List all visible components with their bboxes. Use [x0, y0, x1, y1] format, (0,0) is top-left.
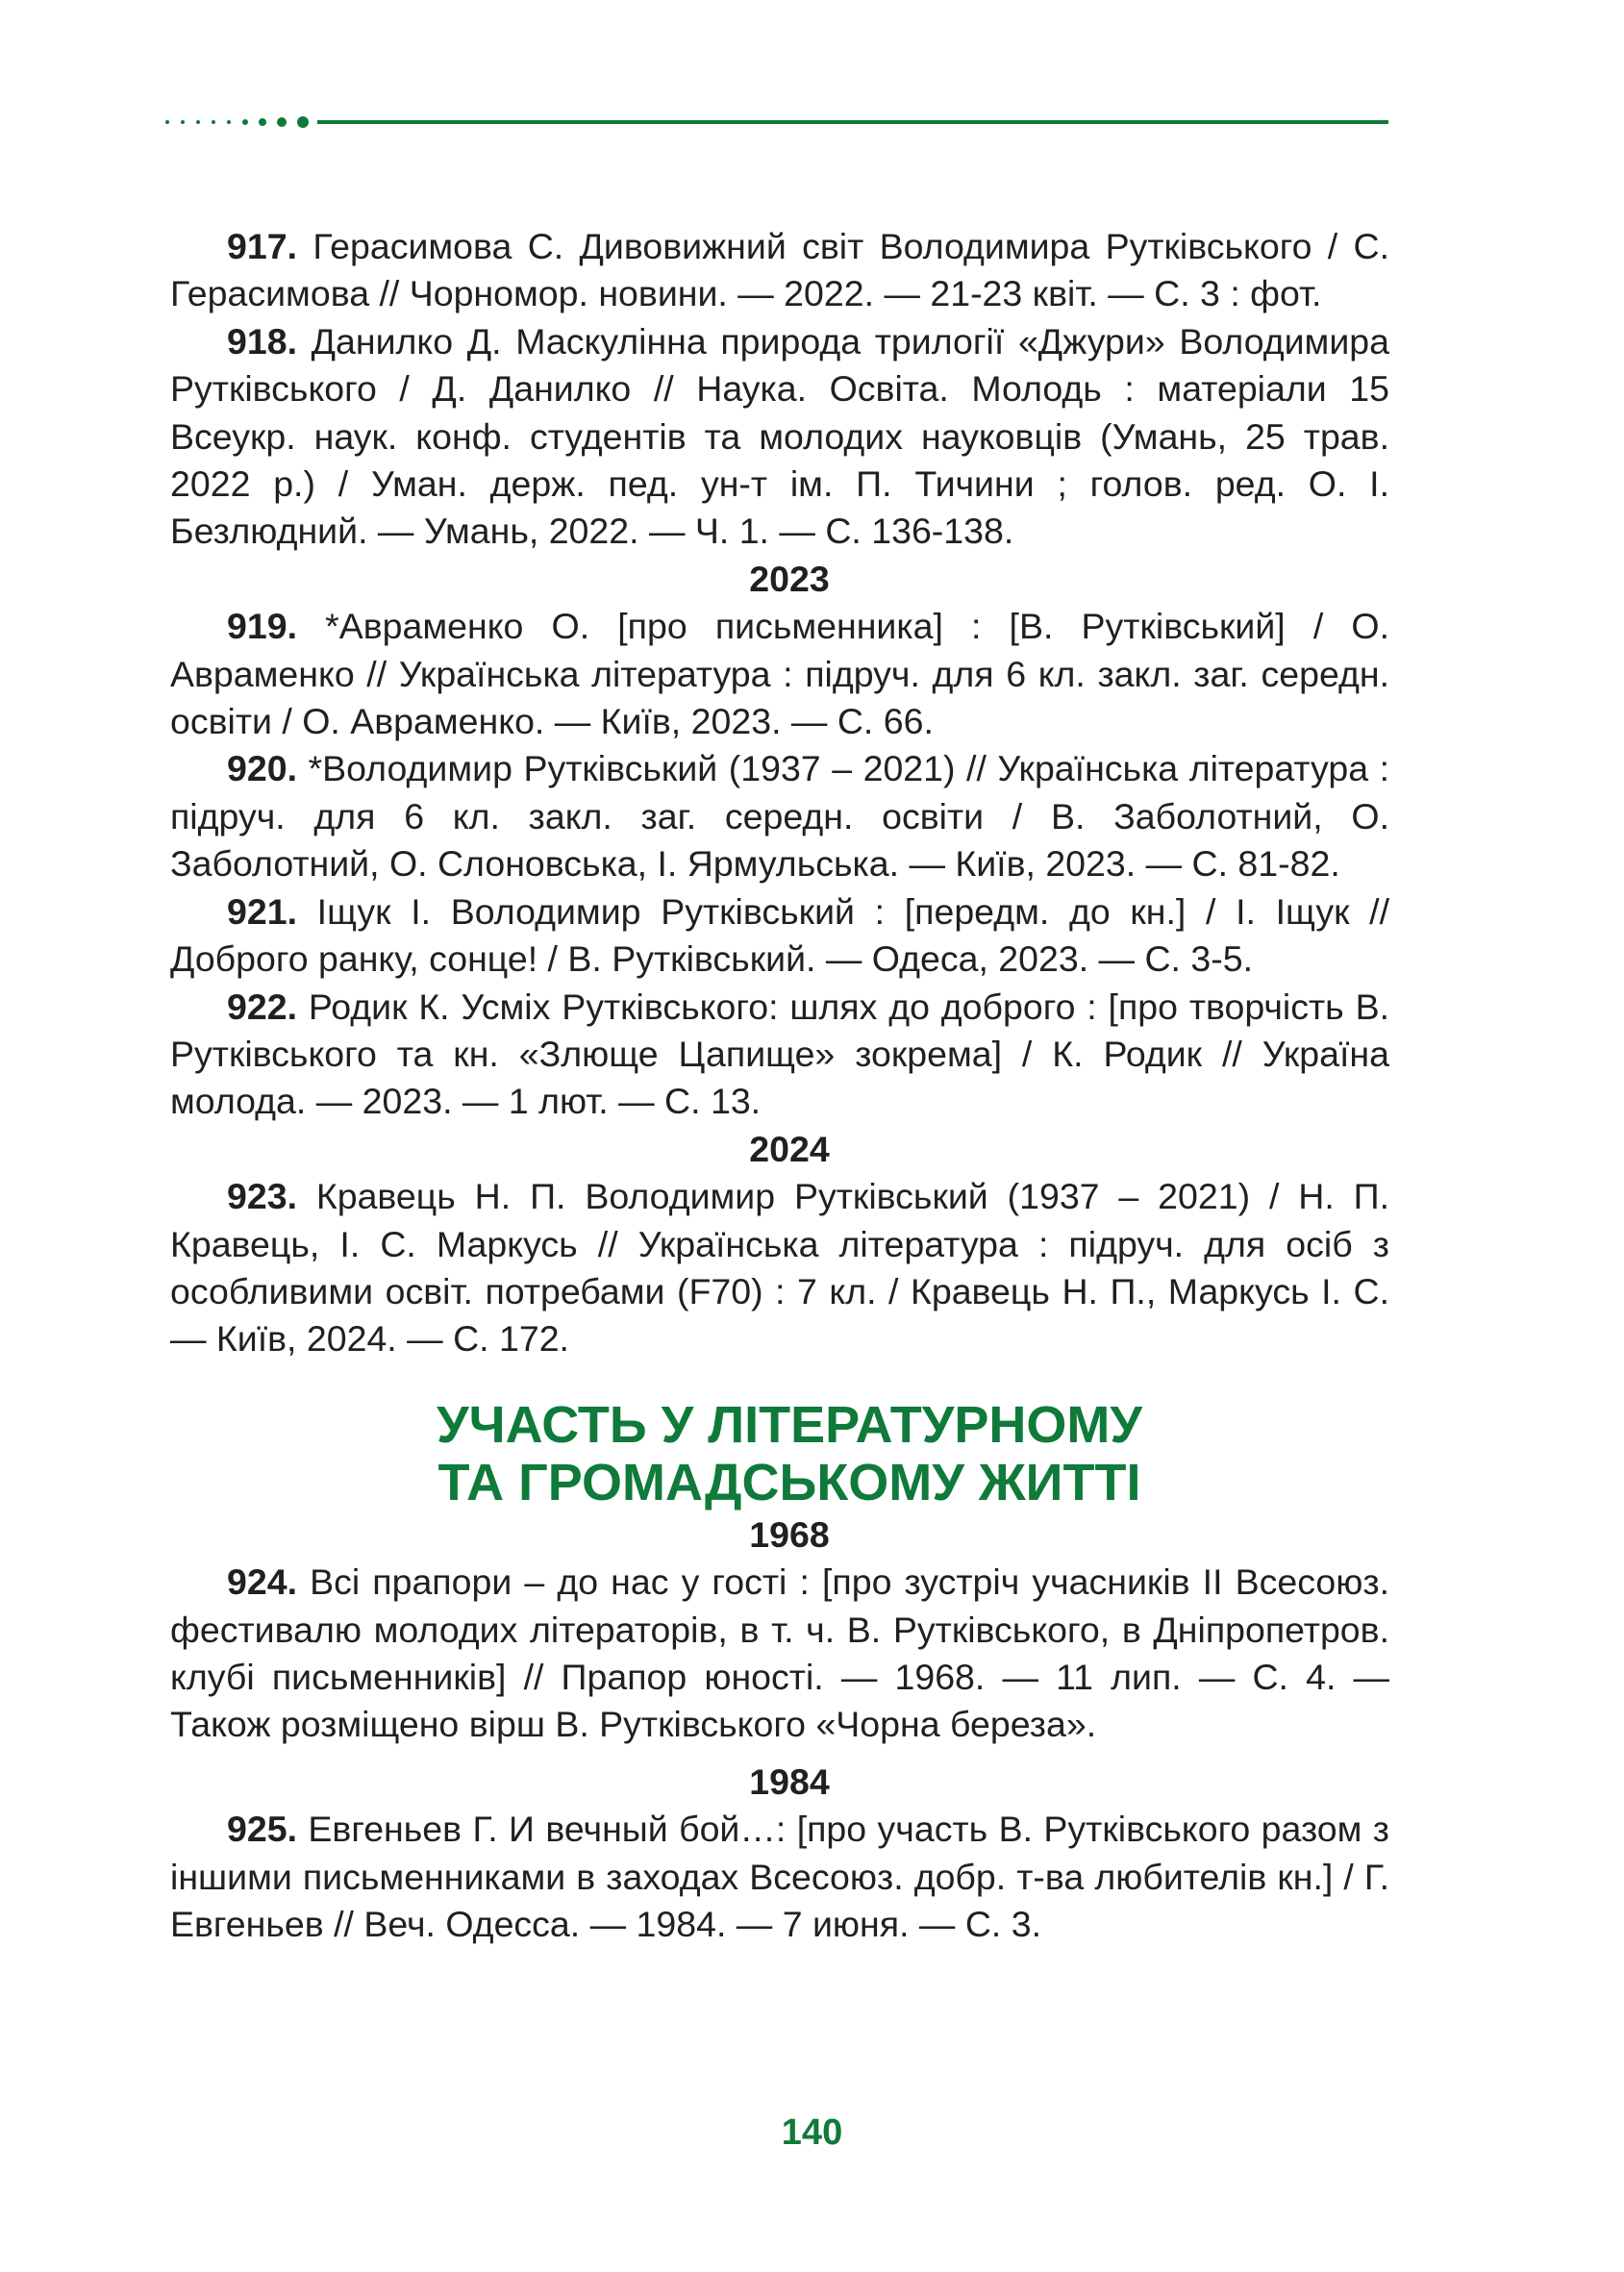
bibliography-entry — [170, 603, 1389, 745]
year-heading: 1968 — [749, 1513, 830, 1555]
entry-number: 919. — [227, 606, 297, 647]
rule-dot — [196, 120, 200, 124]
rule-dot — [242, 119, 248, 125]
rule-dot — [297, 116, 309, 128]
bibliography-entry — [170, 1806, 1389, 1948]
rule-line — [317, 120, 1388, 124]
entry-number: 924. — [227, 1561, 297, 1603]
entry-text: Кравець Н. П. Володимир Рутківський (1937 – 2021) / Н. П. Кравець, І. С. Маркусь // Українська література : підруч. для осіб з особливими освіт. потребами (F70) : 7 кл. / Кравець Н. П., Маркусь І. С. — Київ, 2024. — С. 172. — [170, 1176, 1389, 1360]
entry-number: 921. — [227, 890, 297, 932]
entry-number: 925. — [227, 1809, 297, 1850]
section-title — [170, 1396, 1389, 1511]
header-rule — [165, 114, 1388, 130]
entry-text: *Володимир Рутківський (1937 – 2021) // Українська література : підруч. для 6 кл. закл. заг. середн. освіти / В. Заболотний, О. Заболотний, О. Слоновська, І. Ярмульська. — Київ, 2023. — С. 81-82. — [170, 748, 1389, 885]
year-heading: 2023 — [749, 558, 830, 599]
entry-number: 920. — [227, 748, 297, 789]
section-title-line: ТА ГРОМАДСЬКОМУ ЖИТТІ — [437, 1453, 1141, 1511]
entry-text: Данилко Д. Маскулінна природа трилогії «Джури» Володимира Рутківського / Д. Данилко // Наука. Освіта. Молодь : матеріали 15 Всеукр. наук. конф. студентів та молодих науковців (Умань, 25 трав. 2022 р.) / Уман. держ. пед. ун-т ім. П. Тичини ; голов. ред. О. І. Безлюдний. — Умань, 2022. — Ч. 1. — С. 136-138. — [170, 320, 1389, 552]
rule-dot — [181, 120, 185, 124]
bibliography-entry — [170, 1173, 1389, 1363]
entry-text: Герасимова С. Дивовижний світ Володимира Рутківського / С. Герасимова // Чорномор. новини. — 2022. — 21-23 квіт. — С. 3 : фот. — [170, 226, 1389, 314]
entry-number: 923. — [227, 1176, 297, 1217]
year-heading: 2024 — [749, 1128, 830, 1169]
entry-text: *Авраменко О. [про письменника] : [В. Рутківський] / О. Авраменко // Українська література : підруч. для 6 кл. закл. заг. середн. освіти / О. Авраменко. — Київ, 2023. — С. 66. — [170, 606, 1389, 742]
bibliography-entry — [170, 1559, 1389, 1749]
rule-dot — [165, 120, 169, 124]
rule-dot — [277, 117, 287, 127]
rule-dot — [227, 120, 231, 124]
entry-text: Евгеньев Г. И вечный бой…: [про участь В. Рутківського разом з іншими письменниками в заходах Всесоюз. добр. т-ва любителів кн.] / Г. Евгеньев // Веч. Одесса. — 1984. — 7 июня. — С. 3. — [170, 1809, 1389, 1944]
entry-number: 917. — [227, 226, 297, 266]
entry-number: 922. — [227, 986, 297, 1027]
year-heading: 1984 — [749, 1760, 830, 1802]
page-number: 140 — [781, 2112, 843, 2153]
page-content — [170, 223, 1389, 1948]
entry-text: Всі прапори – до нас у гості : [про зустріч учасників ІІ Всесоюз. фестивалю молодих літераторів, в т. ч. В. Рутківського, в Дніпропетров. клубі письменників] // Прапор юності. — 1968. — 11 лип. — С. 4. — Також розміщено вірш В. Рутківського «Чорна береза». — [170, 1561, 1389, 1745]
bibliography-entry — [170, 745, 1389, 887]
section-title-line: УЧАСТЬ У ЛІТЕРАТУРНОМУ — [437, 1395, 1142, 1454]
entry-number: 918. — [227, 320, 297, 362]
entry-text: Іщук І. Володимир Рутківський : [передм. до кн.] / І. Іщук // Доброго ранку, сонце! / В. Рутківський. — Одеса, 2023. — С. 3-5. — [170, 890, 1389, 980]
entry-text: Родик К. Усміх Рутківського: шлях до доброго : [про творчість В. Рутківського та кн. «Злюще Цапище» зокрема] / К. Родик // Україна молода. — 2023. — 1 лют. — С. 13. — [170, 986, 1389, 1122]
rule-dot — [212, 120, 215, 124]
bibliography-entry — [170, 984, 1389, 1126]
bibliography-entry — [170, 318, 1389, 556]
bibliography-entry — [170, 223, 1389, 318]
bibliography-entry — [170, 888, 1389, 984]
rule-dot — [259, 118, 266, 126]
